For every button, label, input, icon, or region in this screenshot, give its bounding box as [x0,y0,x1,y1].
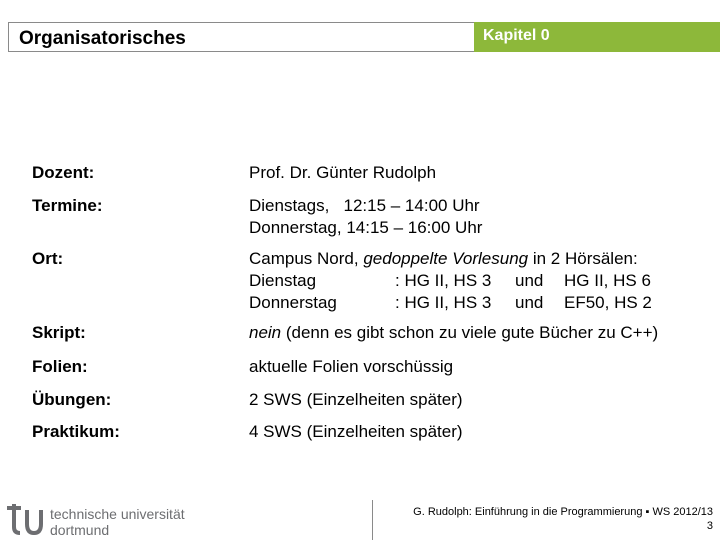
university-line: dortmund [50,522,110,538]
room-first: : HG II, HS 3 [395,271,492,290]
slide-footer [0,494,720,540]
row-label: Praktikum: [32,422,120,441]
row-value [249,195,482,239]
row-label: Termine: [32,196,103,215]
room-and: und [515,271,544,290]
footer-divider [372,500,373,540]
row-label: Dozent: [32,163,95,182]
page-number: 3 [706,520,713,532]
room-first: : HG II, HS 3 [395,293,492,312]
row-value: 4 SWS (Einzelheiten später) [249,422,463,441]
ort-suffix: in 2 Hörsälen: [528,249,638,268]
university-line: technische universität [50,506,185,522]
row-value: 2 SWS (Einzelheiten später) [249,390,463,409]
room-row [249,292,652,314]
ort-prefix: Campus Nord, [249,249,364,268]
room-second: EF50, HS 2 [564,293,652,312]
row-label: Übungen: [32,390,112,409]
university-name [50,506,185,538]
room-day: Donnerstag [249,293,337,312]
slide-title: Organisatorisches [19,28,186,49]
room-and: und [515,293,544,312]
skript-rest: (denn es gibt schon zu viele gute Bücher zu C++) [281,323,659,342]
row-label: Folien: [32,357,88,376]
row-label: Ort: [32,249,64,268]
title-box [8,22,474,52]
tu-logo-icon [4,502,44,536]
chapter-badge [474,22,720,52]
ort-line [249,248,638,270]
room-row [249,270,651,292]
skript-italic: nein [249,323,282,342]
room-day: Dienstag [249,271,317,290]
row-value: aktuelle Folien vorschüssig [249,357,454,376]
ort-italic: gedoppelte Vorlesung [363,249,529,268]
termine-line: Dienstags, 12:15 – 14:00 Uhr [249,196,480,215]
footer-citation-block [413,505,713,533]
chapter-label: Kapitel 0 [483,27,550,44]
slide-header [0,0,720,56]
row-value [249,322,658,344]
termine-line: Donnerstag, 14:15 – 16:00 Uhr [249,218,483,237]
row-value [249,248,652,314]
row-value: Prof. Dr. Günter Rudolph [249,163,437,182]
footer-citation: G. Rudolph: Einführung in die Programmierung ▪ WS 2012/13 [413,506,713,518]
row-label: Skript: [32,323,86,342]
room-second: HG II, HS 6 [564,271,651,290]
